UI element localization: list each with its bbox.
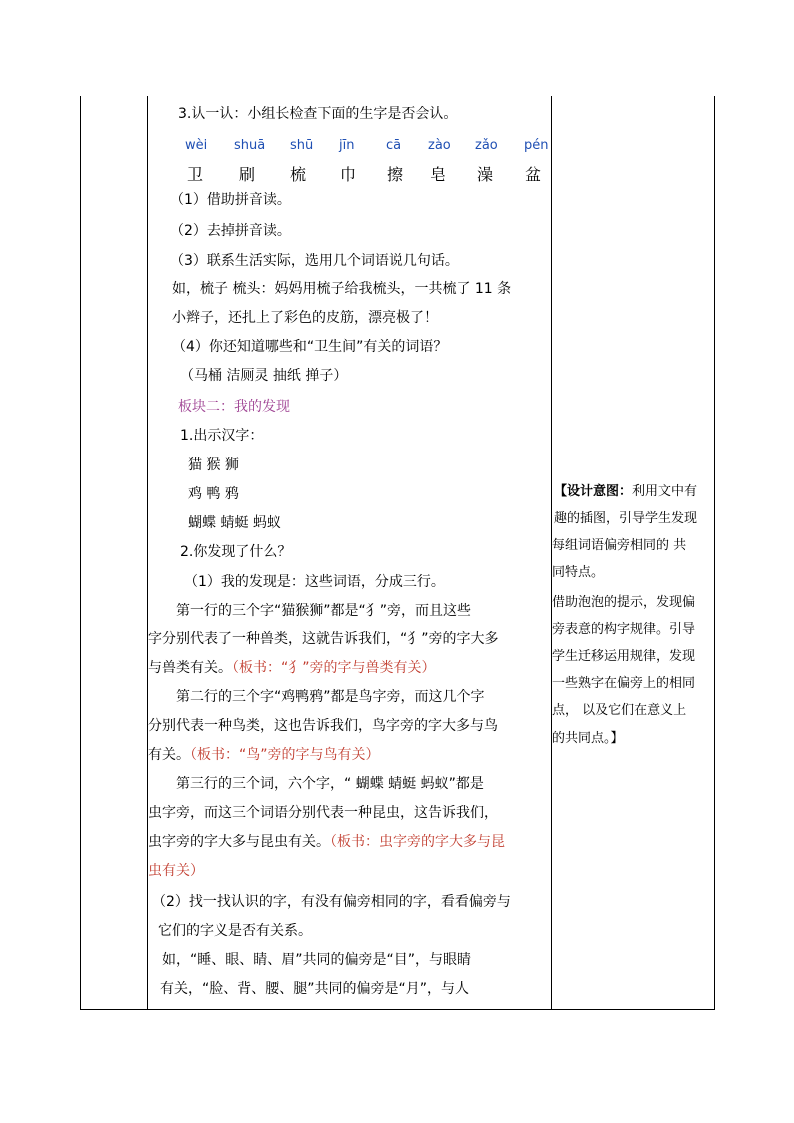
step-4: （4）你还知道哪些和“卫生间”有关的词语？	[172, 339, 448, 355]
para2-line-2: 分别代表一种鸟类，这也告诉我们，鸟字旁的字大多与鸟	[148, 718, 498, 734]
design-line-2: 趣的插图，引导学生发现	[554, 511, 698, 526]
para2-line-1: 第二行的三个字“鸡鸭鸦”都是鸟字旁，而这几个字	[176, 689, 485, 705]
pinyin-item: shū	[290, 138, 314, 153]
design-intent-cell	[552, 96, 714, 1010]
lesson-content-cell	[148, 96, 551, 1010]
design-line-9: 点， 以及它们在意义上	[552, 703, 687, 718]
para1-line-2: 字分别代表了一种兽类，这就告诉我们，“犭”旁的字大多	[148, 631, 499, 647]
step-1: （1）借助拼音读。	[170, 192, 291, 208]
step-2: （2）去掉拼音读。	[170, 223, 291, 239]
pinyin-item: jīn	[339, 138, 355, 153]
board-note-1: （板书：“犭”旁的字与兽类有关）	[232, 660, 436, 676]
pinyin-item: zǎo	[475, 138, 498, 153]
para3-line-3	[148, 832, 505, 852]
para1-line-3	[148, 658, 436, 678]
example2-line-1: 如，“睡、眼、睛、眉”共同的偏旁是“目”，与眼睛	[162, 952, 472, 968]
character-item: 擦	[387, 165, 404, 184]
char-group-row-2: 鸡 鸭 鸦	[188, 486, 239, 502]
para2-text: 有关。	[148, 747, 190, 763]
question2-line-2: 它们的字义是否有关系。	[158, 923, 312, 939]
table-border-right	[714, 96, 715, 1010]
block2-heading: 板块二：我的发现	[178, 399, 290, 415]
step-3: （3）联系生活实际，选用几个词语说几句话。	[170, 253, 459, 269]
design-line-1	[554, 482, 697, 502]
character-row	[148, 162, 551, 184]
pinyin-row	[148, 138, 551, 158]
character-item: 梳	[290, 165, 307, 184]
design-line-7: 学生迁移运用规律，发现	[552, 649, 696, 664]
pinyin-item: shuā	[234, 138, 266, 153]
character-item: 皂	[430, 165, 447, 184]
board-note-3a: （板书：虫字旁的字大多与昆	[330, 834, 505, 850]
design-line-5: 借助泡泡的提示，发现偏	[552, 595, 696, 610]
design-line-8: 一些熟字在偏旁上的相同	[552, 676, 696, 691]
block2-item-1: 1.出示汉字：	[180, 428, 264, 444]
step-4-answer: （马桶 洁厕灵 抽纸 掸子）	[180, 368, 348, 384]
character-item: 卫	[187, 165, 204, 184]
design-line-3: 每组词语偏旁相同的 共	[552, 538, 687, 553]
character-item: 巾	[340, 165, 357, 184]
character-item: 刷	[239, 165, 256, 184]
example-line-2: 小辫子，还扎上了彩色的皮筋，漂亮极了！	[172, 310, 438, 326]
example-line-1: 如，梳子 梳头：妈妈用梳子给我梳头，一共梳了 11 条	[172, 281, 512, 297]
pinyin-item: wèi	[185, 138, 208, 153]
board-note-2: （板书：“鸟”旁的字与鸟有关）	[190, 747, 380, 763]
design-text: 利用文中有	[632, 484, 698, 499]
design-line-10: 的共同点。】	[552, 731, 624, 746]
design-label: 【设计意图：	[554, 484, 633, 499]
pinyin-item: zào	[428, 138, 451, 153]
para3-text: 虫字旁的字大多与昆虫有关。	[148, 834, 330, 850]
board-note-3b: 虫有关）	[148, 863, 204, 879]
char-group-row-3: 蝴蝶 蜻蜓 蚂蚁	[188, 515, 281, 531]
character-item: 澡	[477, 165, 494, 184]
character-item: 盆	[525, 165, 542, 184]
para2-line-3	[148, 745, 380, 765]
para1-text: 与兽类有关。	[148, 660, 232, 676]
question2-line-1: （2）找一找认识的字，有没有偏旁相同的字，看看偏旁与	[152, 894, 511, 910]
section3-title: 3.认一认：小组长检查下面的生字是否会认。	[178, 106, 458, 122]
para3-line-2: 虫字旁，而这三个词语分别代表一种昆虫，这告诉我们，	[148, 805, 498, 821]
block2-item-2: 2.你发现了什么？	[180, 544, 292, 560]
example2-line-2: 有关，“脸、背、腰、腿”共同的偏旁是“月”，与人	[160, 981, 470, 997]
pinyin-item: cā	[386, 138, 402, 153]
table-border-left	[80, 96, 81, 1010]
finding-line: （1）我的发现是：这些词语，分成三行。	[184, 574, 445, 590]
design-line-4: 同特点。	[552, 565, 605, 580]
para3-line-1: 第三行的三个词，六个字，“ 蝴蝶 蜻蜓 蚂蚁”都是	[176, 776, 484, 792]
char-group-row-1: 猫 猴 狮	[188, 457, 239, 473]
design-line-6: 旁表意的构字规律。引导	[552, 622, 696, 637]
pinyin-item: pén	[524, 138, 549, 153]
para1-line-1: 第一行的三个字“猫猴狮”都是“犭”旁，而且这些	[176, 603, 472, 619]
